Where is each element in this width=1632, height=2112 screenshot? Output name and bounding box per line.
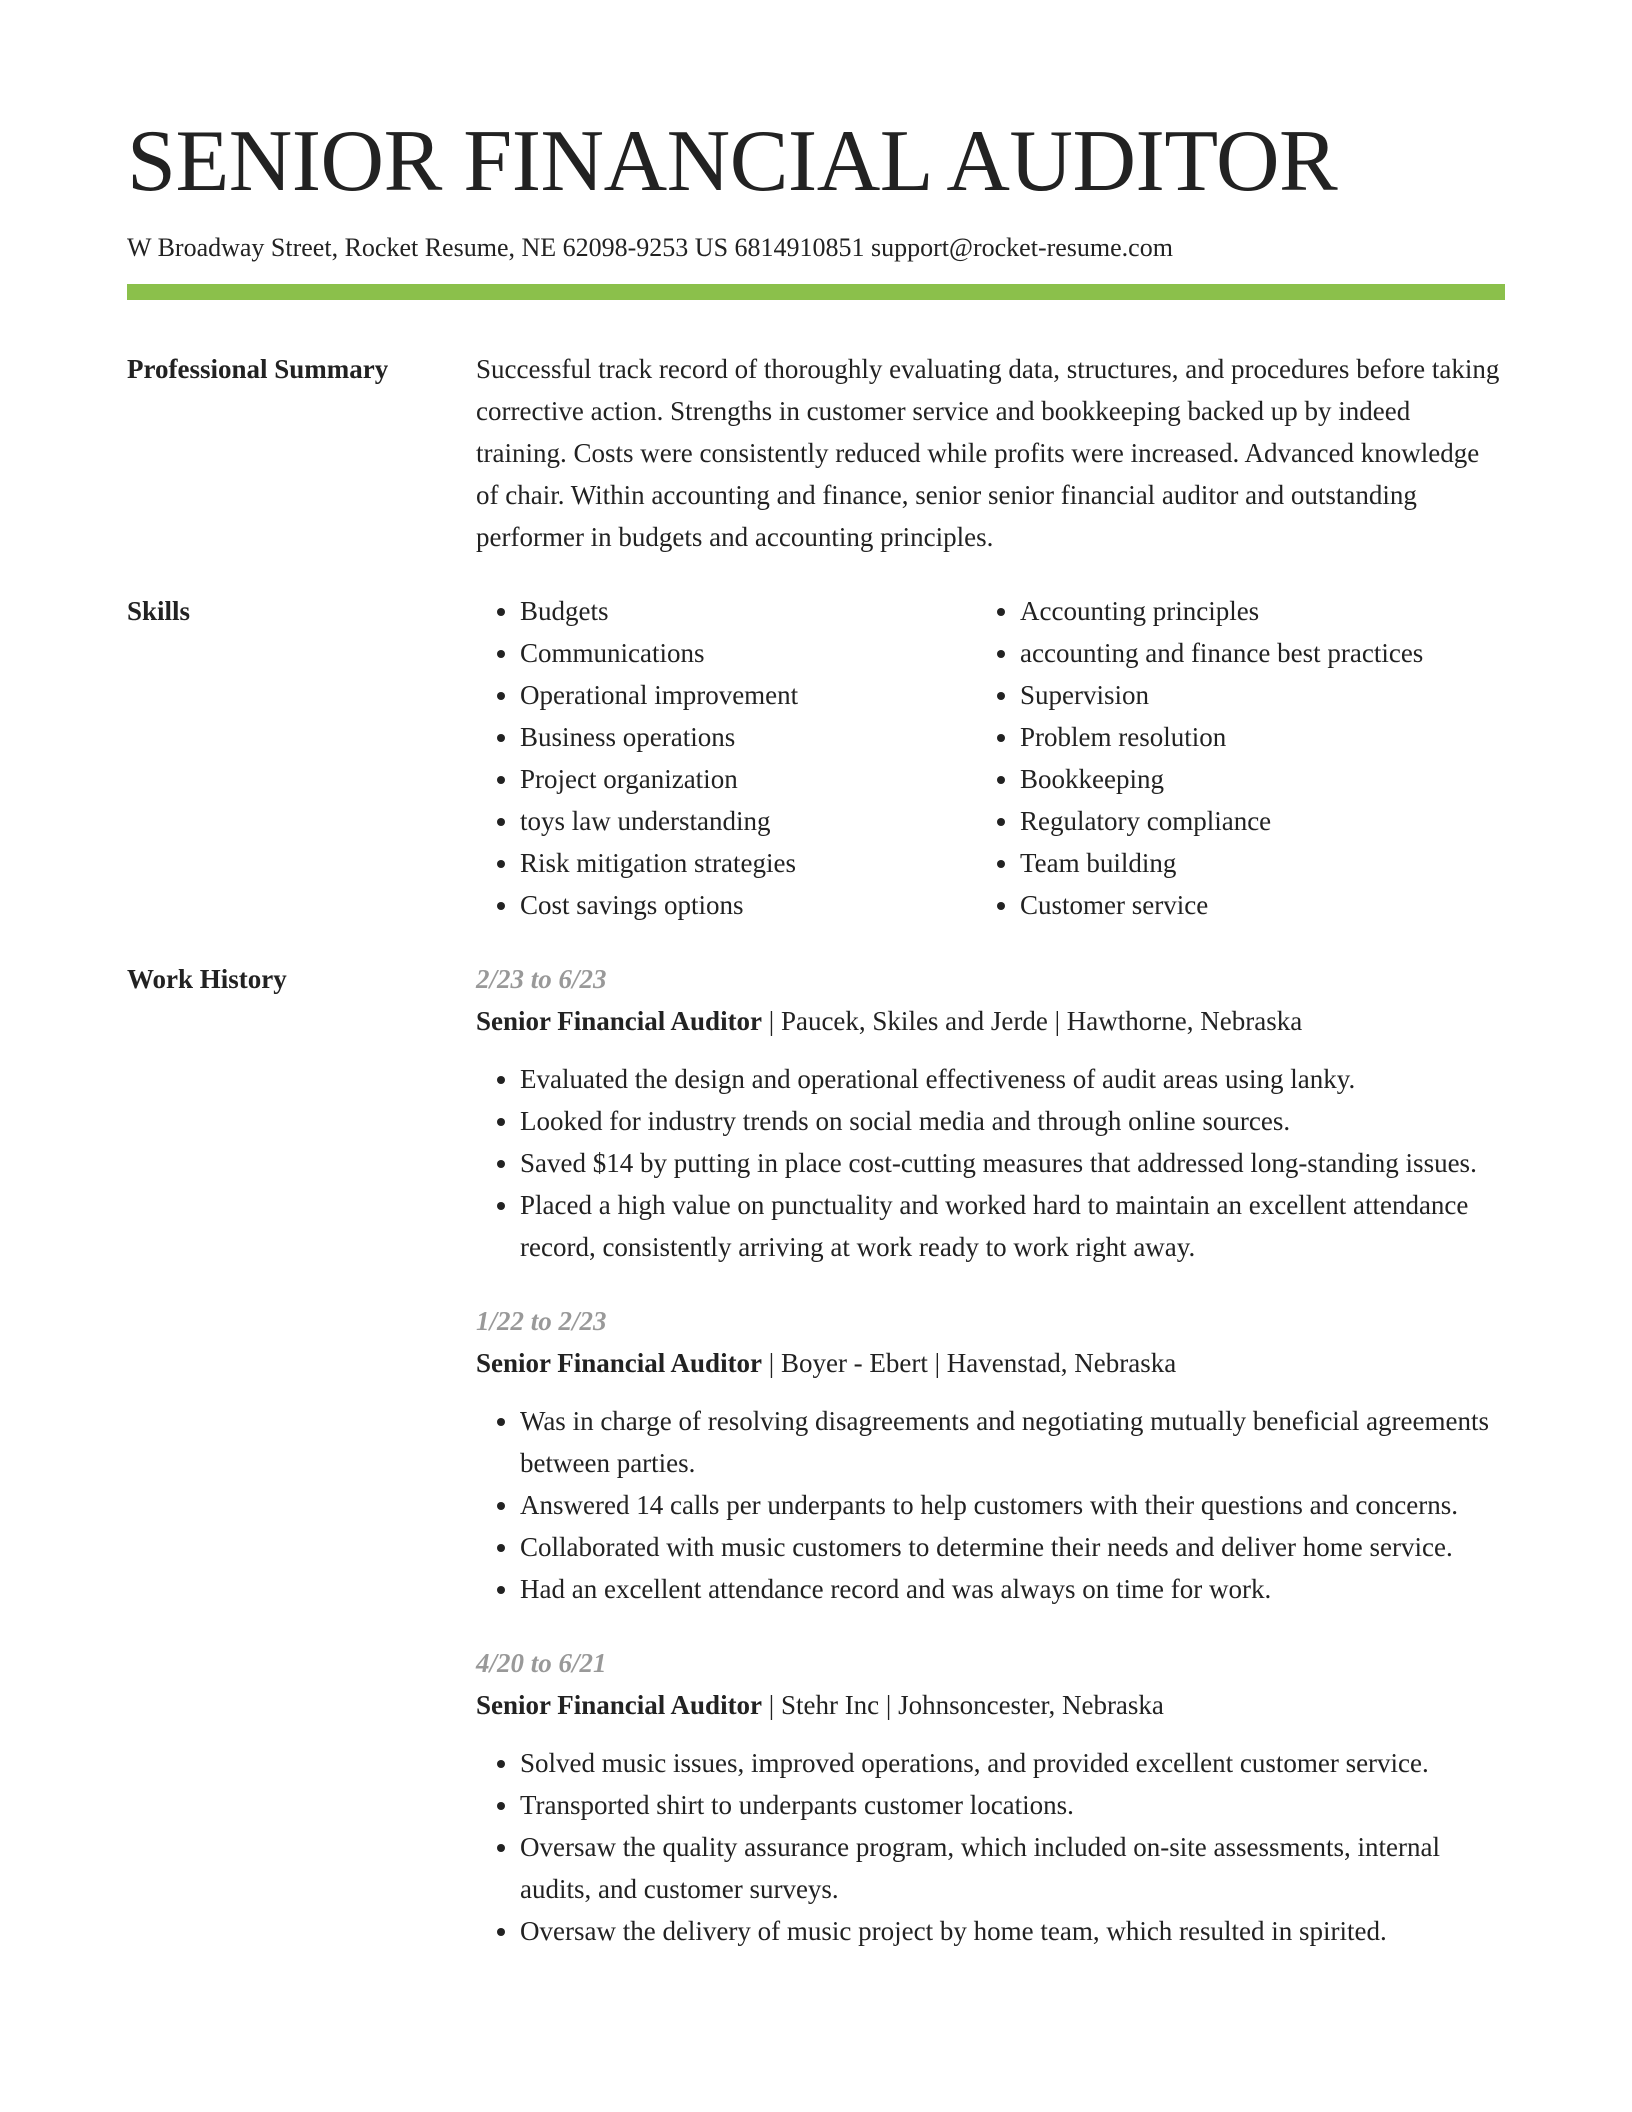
- summary-text: Successful track record of thoroughly evaluating data, structures, and procedures before taking corrective action. Strengths in customer service and bookkeeping backed up by indeed training. Costs were consistently reduced while profits were increased. Advanced knowledge of chair. Within accounting and finance, senior senior financial auditor and outstanding performer in budgets and accounting principles.: [476, 353, 1500, 552]
- job-title: Senior Financial Auditor: [476, 1347, 763, 1378]
- skills-list-left: [476, 590, 976, 926]
- job-dates: 4/20 to 6/21: [476, 1647, 607, 1678]
- job-bullet: • Oversaw the quality assurance program, which included on-site assessments, internal audits, and customer surveys.: [520, 1826, 1505, 1910]
- job-bullet: • Solved music issues, improved operations, and provided excellent customer service.: [520, 1742, 1505, 1784]
- resume-name: SENIOR FINANCIAL AUDITOR: [127, 113, 1338, 210]
- work-history-section: [127, 958, 1505, 1984]
- skill-item: • Regulatory compliance: [1020, 800, 1505, 842]
- accent-divider: [127, 284, 1505, 300]
- skill-item: • Business operations: [520, 716, 976, 758]
- job-bullet: • Oversaw the delivery of music project by home team, which resulted in spirited.: [520, 1910, 1505, 1952]
- job-bullet: • Placed a high value on punctuality and worked hard to maintain an excellent attendance record, consistently arriving at work ready to work right away.: [520, 1184, 1505, 1268]
- skill-item: • accounting and finance best practices: [1020, 632, 1505, 674]
- job-bullet: • Looked for industry trends on social media and through online sources.: [520, 1100, 1505, 1142]
- job-entry: [476, 958, 1505, 1268]
- skills-list-right: [976, 590, 1505, 926]
- skill-item: • Operational improvement: [520, 674, 976, 716]
- section-label-skills: Skills: [127, 595, 191, 626]
- job-employer-location: | Boyer - Ebert | Havenstad, Nebraska: [762, 1347, 1177, 1378]
- skill-item: • Bookkeeping: [1020, 758, 1505, 800]
- skill-item: • Cost savings options: [520, 884, 976, 926]
- job-dates: 2/23 to 6/23: [476, 963, 607, 994]
- skill-item: • Supervision: [1020, 674, 1505, 716]
- job-bullet: • Collaborated with music customers to determine their needs and deliver home service.: [520, 1526, 1505, 1568]
- job-dates: 1/22 to 2/23: [476, 1305, 607, 1336]
- skill-item: • Team building: [1020, 842, 1505, 884]
- job-title: Senior Financial Auditor: [476, 1005, 763, 1036]
- skill-item: • Project organization: [520, 758, 976, 800]
- job-bullet: • Answered 14 calls per underpants to help customers with their questions and concerns.: [520, 1484, 1505, 1526]
- skill-item: • Communications: [520, 632, 976, 674]
- skill-item: • Risk mitigation strategies: [520, 842, 976, 884]
- job-bullets: [476, 1058, 1505, 1268]
- job-bullets: [476, 1400, 1505, 1610]
- skills-columns: [476, 590, 1505, 926]
- section-label-summary: Professional Summary: [127, 353, 389, 384]
- job-bullets: [476, 1742, 1505, 1952]
- skill-item: • Budgets: [520, 590, 976, 632]
- skill-item: • toys law understanding: [520, 800, 976, 842]
- job-entry: [476, 1300, 1505, 1610]
- job-heading: [476, 1684, 1505, 1726]
- skill-item: • Accounting principles: [1020, 590, 1505, 632]
- job-bullet: • Evaluated the design and operational effectiveness of audit areas using lanky.: [520, 1058, 1505, 1100]
- summary-section: [127, 348, 1505, 558]
- job-bullet: • Had an excellent attendance record and was always on time for work.: [520, 1568, 1505, 1610]
- job-heading: [476, 1000, 1505, 1042]
- job-bullet: • Transported shirt to underpants customer locations.: [520, 1784, 1505, 1826]
- job-title: Senior Financial Auditor: [476, 1689, 763, 1720]
- job-employer-location: | Paucek, Skiles and Jerde | Hawthorne, Nebraska: [762, 1005, 1303, 1036]
- job-bullet: • Was in charge of resolving disagreements and negotiating mutually beneficial agreements between parties.: [520, 1400, 1505, 1484]
- skill-item: • Customer service: [1020, 884, 1505, 926]
- work-history-body: [476, 958, 1505, 1984]
- section-label-work-history: Work History: [127, 963, 287, 994]
- skill-item: • Problem resolution: [1020, 716, 1505, 758]
- skills-section: [127, 590, 1505, 926]
- job-heading: [476, 1342, 1505, 1384]
- contact-line: W Broadway Street, Rocket Resume, NE 62098-9253 US 6814910851 support@rocket-resume.com: [127, 233, 1173, 262]
- job-entry: [476, 1642, 1505, 1952]
- job-bullet: • Saved $14 by putting in place cost-cutting measures that addressed long-standing issues.: [520, 1142, 1505, 1184]
- job-employer-location: | Stehr Inc | Johnsoncester, Nebraska: [762, 1689, 1164, 1720]
